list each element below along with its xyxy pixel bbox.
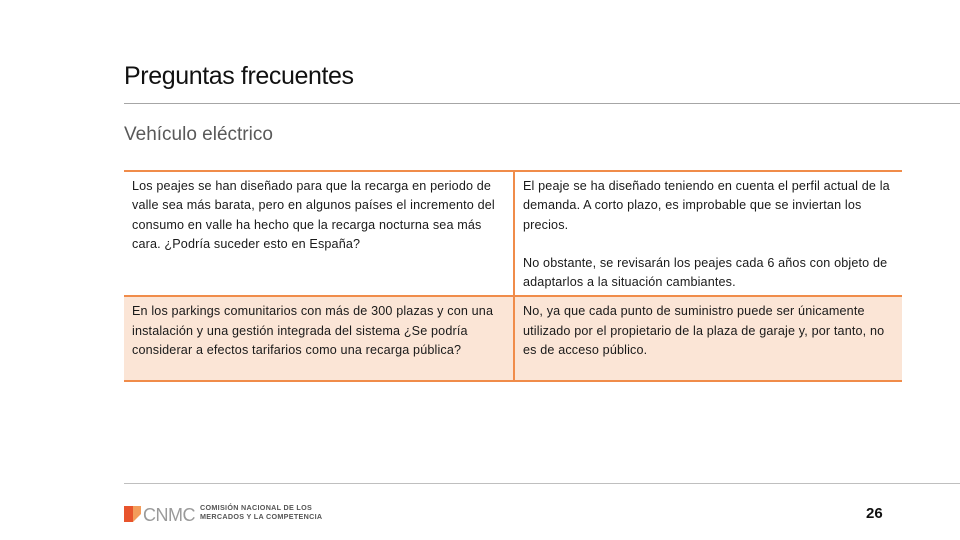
section-subtitle: Vehículo eléctrico: [124, 124, 273, 145]
answer-paragraph: El peaje se ha diseñado teniendo en cuenta el perfil actual de la demanda. A corto plazo, es improbable que se inviertan los precios.: [523, 179, 890, 232]
logo-caption-line: MERCADOS Y LA COMPETENCIA: [200, 512, 323, 521]
table-row: [124, 296, 902, 381]
cnmc-logo-mark: [124, 506, 141, 522]
question-text: Los peajes se han diseñado para que la recarga en periodo de valle sea más barata, pero en algunos países el incremento del consumo en valle ha hecho que la recarga nocturna sea más cara. ¿Podría suceder esto en España?: [132, 179, 495, 251]
page-number: 26: [866, 505, 883, 522]
logo-caption: [200, 503, 322, 521]
faq-answer: [514, 296, 902, 381]
footer-divider: [124, 483, 960, 484]
answer-paragraph: No obstante, se revisarán los peajes cada 6 años con objeto de adaptarlos a la situación cambiantes.: [523, 255, 888, 290]
faq-question: [124, 171, 514, 296]
faq-question: [124, 296, 514, 381]
answer-paragraph: No, ya que cada punto de suministro puede ser únicamente utilizado por el propietario de la plaza de garaje y, por tanto, no es de acceso público.: [523, 304, 885, 358]
table-row: [124, 171, 902, 296]
logo-caption-line: COMISIÓN NACIONAL DE LOS: [200, 503, 313, 512]
page-title: Preguntas frecuentes: [124, 62, 354, 90]
faq-table: [124, 170, 902, 382]
faq-answer: [514, 171, 902, 296]
logo-wordmark: CNMC: [143, 505, 195, 524]
question-text: En los parkings comunitarios con más de 300 plazas y con una instalación y una gestión integrada del sistema ¿Se podría considerar a efectos tarifarios como una recarga pública?: [132, 304, 494, 358]
title-divider: [124, 103, 960, 104]
